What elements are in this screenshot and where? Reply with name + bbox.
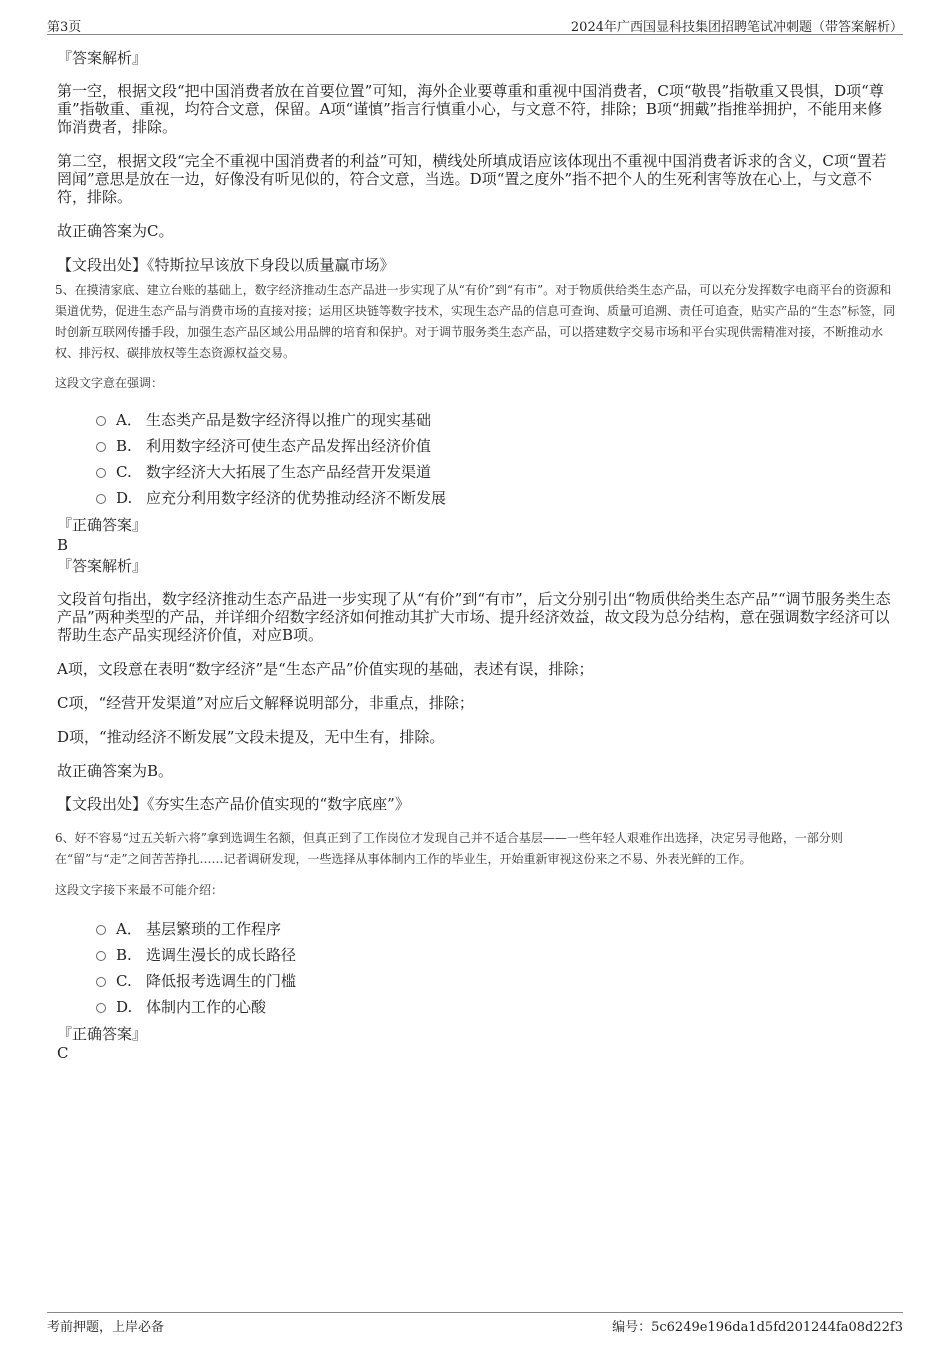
page-footer [47,1312,903,1333]
q5-analysis-option-c: C项，“经营开发渠道”对应后文解释说明部分，非重点，排除； [57,694,474,712]
page-number: 第3页 [47,20,82,35]
q5-conclusion: 故正确答案为B。 [57,762,174,780]
q6-option-c[interactable]: C. 降低报考选调生的门槛 [96,972,296,990]
q4-source: 【文段出处】《特斯拉早该放下身段以质量赢市场》 [57,256,395,274]
document-serial: 编号：5c6249e196da1d5fd201244fa08d22f3 [612,1320,903,1335]
q6-option-a[interactable]: A． 基层繁琐的工作程序 [96,920,281,938]
q6-option-b[interactable]: B. 选调生漫长的成长路径 [96,946,296,964]
radio-icon[interactable] [96,494,106,504]
q5-option-a[interactable]: A． 生态类产品是数字经济得以推广的现实基础 [96,411,431,429]
q5-analysis-option-a: A项，文段意在表明“数字经济”是“生态产品”价值实现的基础，表述有误，排除； [57,660,594,678]
q6-stem: 6、好不容易“过五关斩六将”拿到选调生名额，但真正到了工作岗位才发现自己并不适合基层——一些年轻人艰难作出选择，决定另寻他路，一部分则在“留”与“走”之间苦苦挣扎……记者调研发现，一些选择从事体制内工作的毕业生，开始重新审视这份来之不易、外表光鲜的工作。 [55,831,843,866]
q6-answer: C [57,1044,69,1062]
q4-conclusion: 故正确答案为C。 [57,222,174,240]
radio-icon[interactable] [96,951,106,961]
radio-icon[interactable] [96,442,106,452]
radio-icon[interactable] [96,468,106,478]
q5-analysis-heading: 『答案解析』 [57,557,148,575]
q5-answer: B [57,536,69,554]
q5-option-b[interactable]: B. 利用数字经济可使生态产品发挥出经济价值 [96,437,431,455]
q4-analysis-paragraph-1: 第一空，根据文段“把中国消费者放在首要位置”可知，海外企业要尊重和重视中国消费者，C项“敬畏”指敬重又畏惧，D项“尊重”指敬重、重视，均符合文意，保留。A项“谨慎”指言行慎重小心，与文意不符，排除；B项“拥戴”指推举拥护，不能用来修饰消费者，排除。 [57,82,884,136]
q5-stem: 5、在摸清家底、建立台账的基础上，数字经济推动生态产品进一步实现了从“有价”到“有市”。对于物质供给类生态产品，可以充分发挥数字电商平台的资源和渠道优势，促进生态产品与消费市场的直接对接；运用区块链等数字技术，实现生态产品的信息可查询、质量可追溯、责任可追查，贴实产品的“生态”标签，同时创新互联网传播手段，加强生态产品区域公用品牌的培育和保护。对于调节服务类生态产品，可以搭建数字交易市场和平台实现供需精准对接，不断推动水权、排污权、碳排放权等生态资源权益交易。 [55,283,896,360]
document-title: 2024年广西国显科技集团招聘笔试冲刺题（带答案解析） [570,20,903,35]
q5-analysis-paragraph-1: 文段首句指出，数字经济推动生态产品进一步实现了从“有价”到“有市”，后文分别引出“物质供给类生态产品”“调节服务类生态产品”两种类型的产品，并详细介绍数字经济如何推动其扩大市场、提升经济效益，故文段为总分结构，意在强调数字经济可以帮助生态产品实现经济价值，对应B项。 [57,590,891,644]
q5-question: 这段文字意在强调： [55,376,164,390]
q4-analysis-paragraph-2: 第二空，根据文段“完全不重视中国消费者的利益”可知，横线处所填成语应该体现出不重视中国消费者诉求的含义，C项“置若罔闻”意思是放在一边，好像没有听见似的，符合文意，当选。D项“置之度外”指不把个人的生死利害等放在心上，与文意不符，排除。 [57,152,887,206]
q5-analysis-option-d: D项，“推动经济不断发展”文段未提及，无中生有，排除。 [57,728,445,746]
radio-icon[interactable] [96,977,106,987]
q5-option-c[interactable]: C. 数字经济大大拓展了生态产品经营开发渠道 [96,463,431,481]
q5-option-d[interactable]: D. 应充分利用数字经济的优势推动经济不断发展 [96,489,446,507]
q5-answer-heading: 『正确答案』 [57,516,148,534]
page-header [47,14,903,35]
radio-icon[interactable] [96,416,106,426]
footer-slogan: 考前押题，上岸必备 [47,1320,165,1335]
radio-icon[interactable] [96,1003,106,1013]
radio-icon[interactable] [96,925,106,935]
q5-source: 【文段出处】《夯实生态产品价值实现的“数字底座”》 [57,795,410,813]
q4-analysis-heading: 『答案解析』 [57,49,148,67]
q6-option-d[interactable]: D. 体制内工作的心酸 [96,998,266,1016]
q6-question: 这段文字接下来最不可能介绍： [55,883,224,897]
q6-answer-heading: 『正确答案』 [57,1025,148,1043]
